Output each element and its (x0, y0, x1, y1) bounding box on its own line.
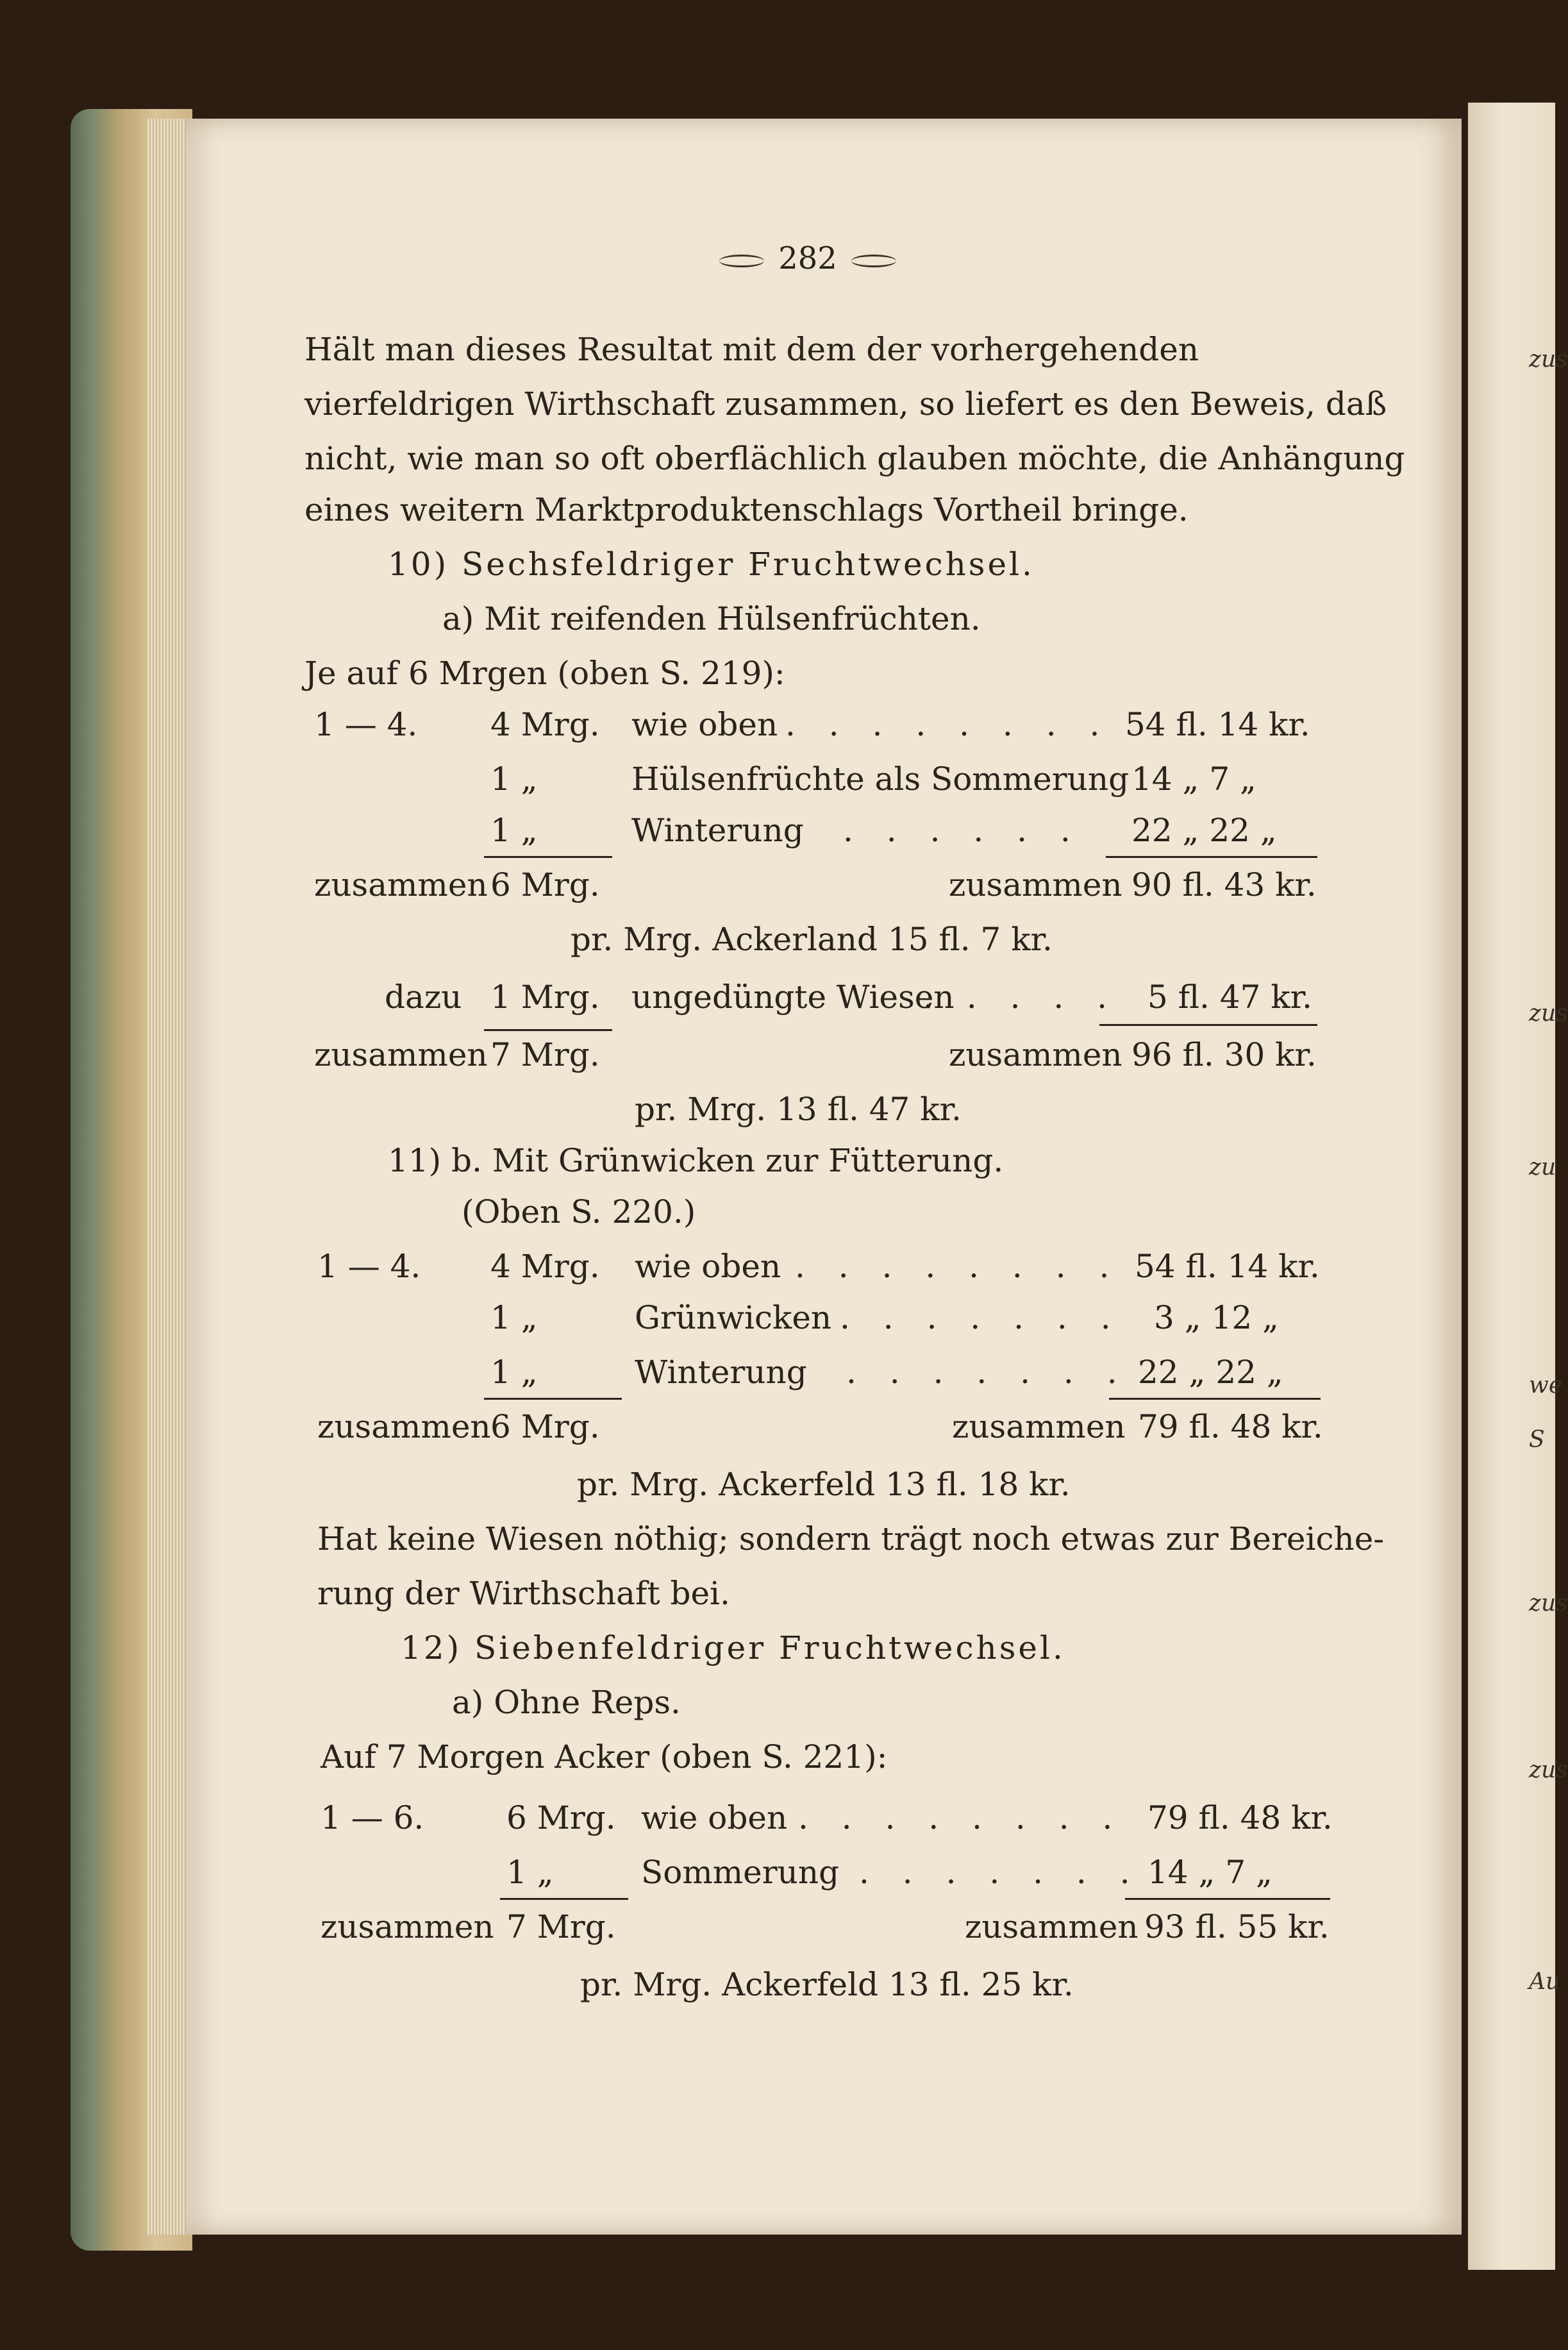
row-item: wie oben (635, 1248, 781, 1285)
next-page-fragment: Au (1529, 1968, 1561, 1995)
next-page-fragment: zus (1529, 1590, 1568, 1616)
ornament-right-icon (851, 255, 896, 267)
next-page-fragment: zus (1529, 1757, 1568, 1783)
paragraph-line: Hält man dieses Resultat mit dem der vorhergehenden (304, 331, 1199, 368)
row-label: 1 — 4. (317, 1248, 421, 1285)
row-dots: . . . . . . . (840, 1299, 1122, 1336)
sum-rule (500, 1898, 628, 1900)
next-page-edge (1468, 103, 1555, 2270)
next-page-fragment: zus (1529, 1000, 1568, 1027)
row-label: zusammen (317, 1408, 491, 1445)
row-item: Winterung (635, 1354, 807, 1391)
section-ref: (Oben S. 220.) (462, 1193, 696, 1230)
per-acre: pr. Mrg. 13 fl. 47 kr. (635, 1091, 962, 1128)
sum-rule (1109, 1398, 1321, 1400)
row-amount: 79 fl. 48 kr. (1138, 1408, 1323, 1445)
page-number: 282 (778, 240, 837, 276)
section-intro: Auf 7 Morgen Acker (oben S. 221): (321, 1738, 888, 1775)
per-acre: pr. Mrg. Ackerfeld 13 fl. 25 kr. (580, 1966, 1074, 2003)
row-amount: 22 „ 22 „ (1131, 812, 1277, 849)
row-item: Grünwicken (635, 1299, 832, 1336)
row-total-label: zusammen (952, 1408, 1126, 1445)
sum-rule (484, 856, 612, 858)
row-quantity: 6 Mrg. (490, 866, 600, 903)
row-amount: 3 „ 12 „ (1154, 1299, 1279, 1336)
row-total-label: zusammen (949, 1036, 1122, 1073)
row-amount: 54 fl. 14 kr. (1125, 706, 1310, 743)
section-heading: 10) Sechsfeldriger Fruchtwechsel. (388, 546, 1035, 583)
row-amount: 93 fl. 55 kr. (1144, 1908, 1330, 1945)
section-heading: 12) Siebenfeldriger Fruchtwechsel. (401, 1629, 1065, 1666)
per-acre: pr. Mrg. Ackerland 15 fl. 7 kr. (571, 921, 1053, 958)
paragraph-line: Hat keine Wiesen nöthig; sondern trägt noch etwas zur Bereiche- (317, 1520, 1385, 1557)
row-label: zusammen (314, 1036, 488, 1073)
sum-rule (1106, 856, 1317, 858)
next-page-fragment: zus (1529, 346, 1568, 373)
row-amount: 22 „ 22 „ (1138, 1354, 1283, 1391)
paragraph-line: nicht, wie man so oft oberflächlich glauben möchte, die Anhängung (304, 440, 1405, 477)
row-amount: 79 fl. 48 kr. (1147, 1799, 1333, 1836)
section-intro: Je auf 6 Mrgen (oben S. 219): (304, 655, 785, 692)
paragraph-line: rung der Wirthschaft bei. (317, 1575, 730, 1612)
row-quantity: 4 Mrg. (490, 1248, 600, 1285)
row-amount: 14 „ 7 „ (1147, 1854, 1272, 1891)
row-item: wie oben (641, 1799, 788, 1836)
sum-rule (484, 1398, 622, 1400)
row-amount: 5 fl. 47 kr. (1147, 978, 1312, 1016)
row-quantity: 1 Mrg. (490, 978, 600, 1016)
row-amount: 54 fl. 14 kr. (1135, 1248, 1320, 1285)
row-dots: . . . . . . . . (798, 1799, 1124, 1836)
row-item: Sommerung (641, 1854, 840, 1891)
paragraph-line: eines weitern Marktproduktenschlags Vortheil bringe. (304, 491, 1189, 528)
row-item: Hülsenfrüchte als Sommerung (631, 760, 1130, 798)
next-page-fragment: S (1529, 1427, 1545, 1453)
row-label: zusammen (321, 1908, 494, 1945)
row-amount: 14 „ 7 „ (1131, 760, 1256, 798)
row-quantity: 7 Mrg. (506, 1908, 616, 1945)
row-total-label: zusammen (949, 866, 1122, 903)
sum-rule (484, 1029, 612, 1031)
row-total-label: zusammen (965, 1908, 1138, 1945)
sum-rule (1099, 1024, 1317, 1026)
row-dots: . . . . . . (843, 812, 1082, 849)
row-amount: 90 fl. 43 kr. (1131, 866, 1317, 903)
row-label: 1 — 4. (314, 706, 418, 743)
ornament-left-icon (719, 255, 764, 267)
row-item: ungedüngte Wiesen (631, 978, 955, 1016)
section-subheading: a) Ohne Reps. (452, 1684, 681, 1721)
row-quantity: 1 „ (490, 1354, 538, 1391)
per-acre: pr. Mrg. Ackerfeld 13 fl. 18 kr. (577, 1466, 1071, 1503)
next-page-fragment: we (1529, 1372, 1563, 1398)
row-quantity: 1 „ (490, 1299, 538, 1336)
next-page-fragment: zu (1529, 1154, 1556, 1180)
row-label: 1 — 6. (321, 1799, 424, 1836)
row-amount: 96 fl. 30 kr. (1131, 1036, 1317, 1073)
row-dots: . . . . . . . . (785, 706, 1112, 743)
row-label: dazu (385, 978, 462, 1016)
row-quantity: 6 Mrg. (490, 1408, 600, 1445)
row-dots: . . . . . . . . (795, 1248, 1121, 1285)
row-quantity: 1 „ (506, 1854, 554, 1891)
paragraph-line: vierfeldrigen Wirthschaft zusammen, so liefert es den Beweis, daß (304, 385, 1387, 423)
row-quantity: 1 „ (490, 760, 538, 798)
row-label: zusammen (314, 866, 488, 903)
row-item: wie oben (631, 706, 778, 743)
sum-rule (1125, 1898, 1330, 1900)
section-subheading: a) Mit reifenden Hülsenfrüchten. (442, 600, 981, 637)
row-dots: . . . . . (923, 978, 1119, 1016)
row-quantity: 4 Mrg. (490, 706, 600, 743)
row-quantity: 6 Mrg. (506, 1799, 616, 1836)
row-quantity: 7 Mrg. (490, 1036, 600, 1073)
page-header (680, 240, 936, 276)
section-heading: 11) b. Mit Grünwicken zur Fütterung. (388, 1142, 1004, 1179)
row-quantity: 1 „ (490, 812, 538, 849)
row-item: Winterung (631, 812, 804, 849)
row-dots: . . . . . . . (846, 1354, 1129, 1391)
row-dots: . . . . . . . (859, 1854, 1142, 1891)
